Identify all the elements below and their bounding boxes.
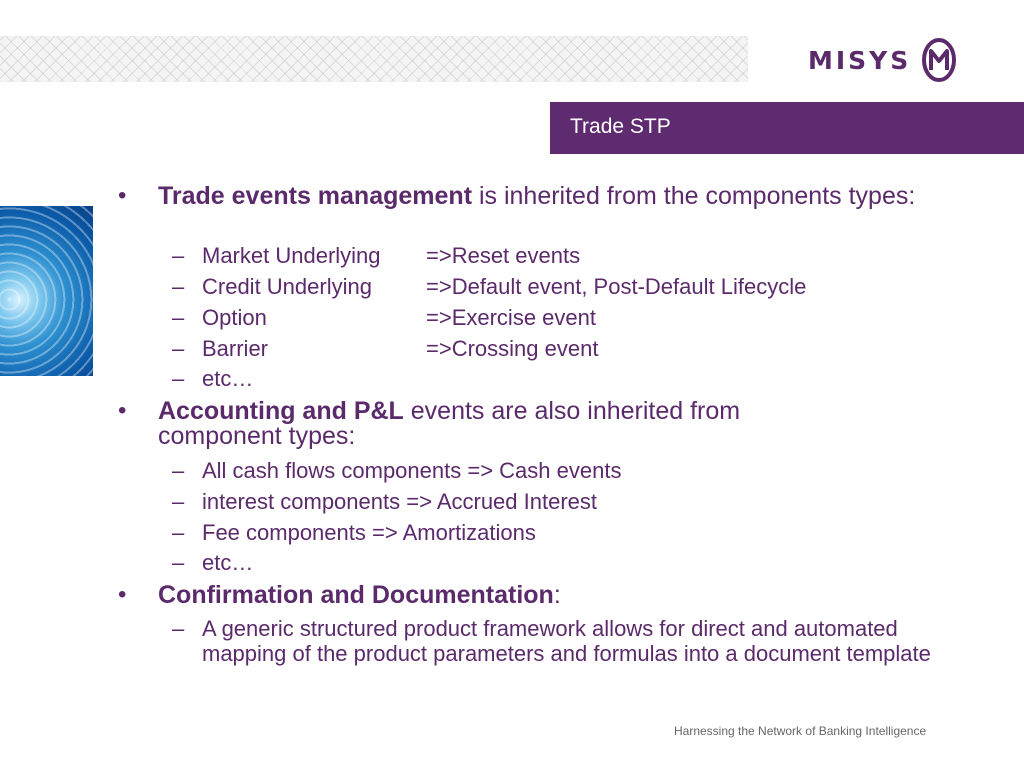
bullet-item-confirmation: [158, 583, 968, 608]
subitem-label: Option: [202, 305, 267, 330]
bullet-marker: •: [118, 397, 127, 424]
subitem-label: Barrier: [202, 336, 269, 361]
bullet-text: events are also inherited from component types:: [158, 397, 741, 450]
dash-marker: –: [172, 305, 185, 330]
dash-marker: –: [172, 489, 185, 514]
dash-marker: –: [172, 458, 185, 483]
bullet-item-accounting: [158, 399, 838, 449]
subitem-event: =>Default event, Post-Default Lifecycle: [426, 274, 807, 299]
subitem-label: interest components => Accrued Interest: [202, 489, 598, 514]
bullet-marker: •: [118, 581, 127, 608]
dash-marker: –: [172, 616, 185, 641]
dash-marker: –: [172, 336, 185, 361]
dash-marker: –: [172, 274, 185, 299]
subitem-event: =>Exercise event: [426, 305, 596, 330]
bullet-text: is inherited from the components types:: [472, 182, 916, 210]
subitem-label: Credit Underlying: [202, 274, 372, 299]
bullet-text: :: [553, 581, 561, 609]
bullet-bold: Accounting and P&L: [158, 397, 404, 425]
subitem-label: Market Underlying: [202, 243, 381, 268]
dash-marker: –: [172, 366, 185, 391]
logo-text: MISYS: [808, 45, 912, 75]
dash-marker: –: [172, 550, 185, 575]
subitem-label: All cash flows components => Cash events: [202, 458, 622, 483]
slide-title: Trade STP: [570, 115, 671, 138]
footer-tagline: Harnessing the Network of Banking Intelligence: [674, 724, 927, 738]
dash-marker: –: [172, 520, 185, 545]
subitem-event: =>Crossing event: [426, 336, 599, 361]
subitem-label: A generic structured product framework allows for direct and automated mapping of the product parameters and formulas into a document template: [202, 616, 931, 666]
subitem-event: =>Reset events: [426, 243, 581, 268]
bullet-bold: Confirmation and Documentation: [158, 581, 554, 609]
subitem-label: etc…: [202, 366, 254, 391]
bullet-bold: Trade events management: [158, 182, 473, 210]
bullet-item-trade-events: [158, 184, 968, 209]
subitem-label: etc…: [202, 550, 254, 575]
subitem-label: Fee components => Amortizations: [202, 520, 536, 545]
bullet-marker: •: [118, 182, 127, 209]
dash-marker: –: [172, 243, 185, 268]
